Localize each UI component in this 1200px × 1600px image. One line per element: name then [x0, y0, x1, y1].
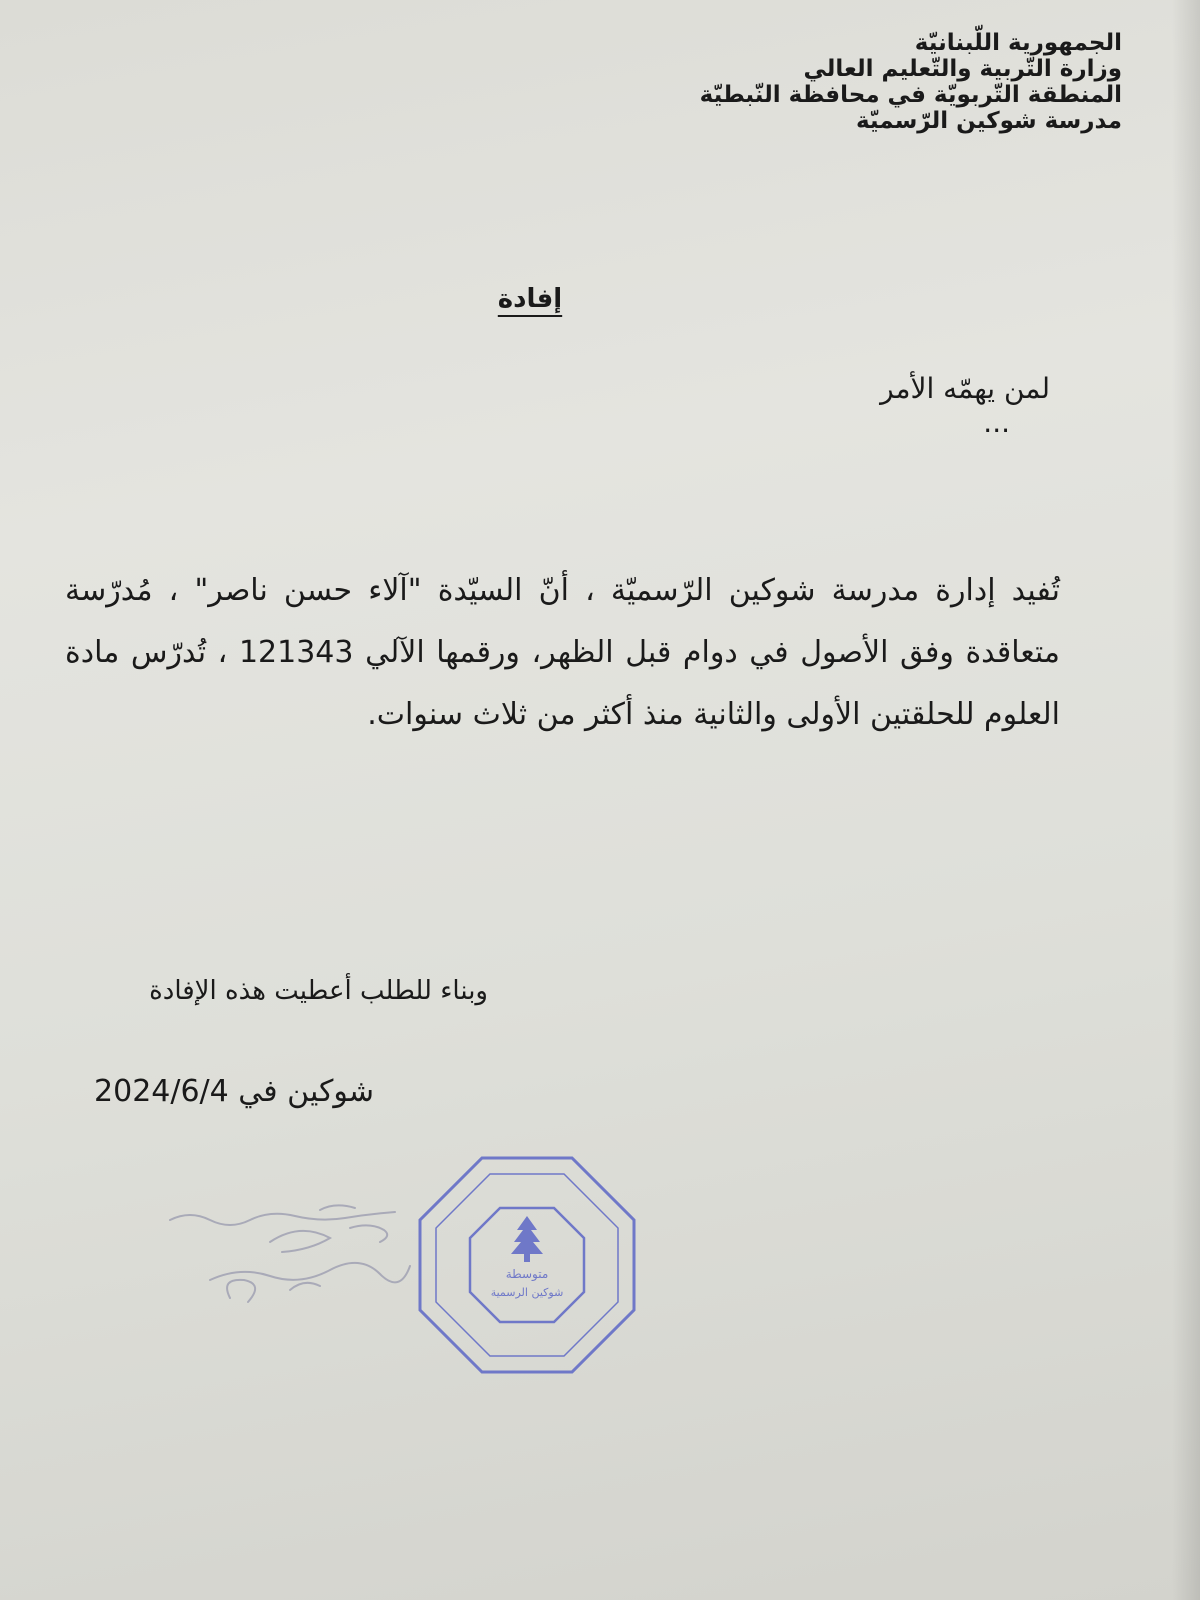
stamp-center-line1: متوسطة — [505, 1267, 549, 1281]
place-date: شوكين في 2024/6/4 — [94, 1074, 374, 1109]
salutation — [880, 372, 1050, 440]
stamp-center-line2: شوكين الرسمية — [490, 1286, 564, 1299]
letterhead-ministry: وزارة التّربية والتّعليم العالي — [803, 56, 1122, 82]
closing-line: وبناء للطلب أعطيت هذه الإفادة — [149, 976, 488, 1006]
salutation-line: لمن يهمّه الأمر — [880, 372, 1050, 405]
signature-image — [150, 1180, 430, 1330]
letterhead-republic: الجمهورية اللّبنانيّة — [914, 30, 1122, 56]
official-stamp — [412, 1150, 642, 1380]
document-title: إفادة — [497, 284, 563, 314]
letterhead — [602, 30, 1122, 134]
letterhead-school: مدرسة شوكين الرّسميّة — [855, 108, 1122, 134]
body-paragraph: تُفيد إدارة مدرسة شوكين الرّسميّة ، أنّ السيّدة "آلاء حسن ناصر" ، مُدرّسة متعاقدة وفق الأصول في دوام قبل الظهر، ورقمها الآلي 121343 ، تُدرّس مادة العلوم للحلقتين الأولى والثانية منذ أكثر من ثلاث سنوات. — [65, 573, 1060, 732]
page-edge-shadow — [1172, 0, 1200, 1600]
salutation-ellipsis: ... — [983, 406, 1010, 439]
letterhead-region: المنطقة التّربويّة في محافظة النّبطيّة — [699, 82, 1122, 108]
